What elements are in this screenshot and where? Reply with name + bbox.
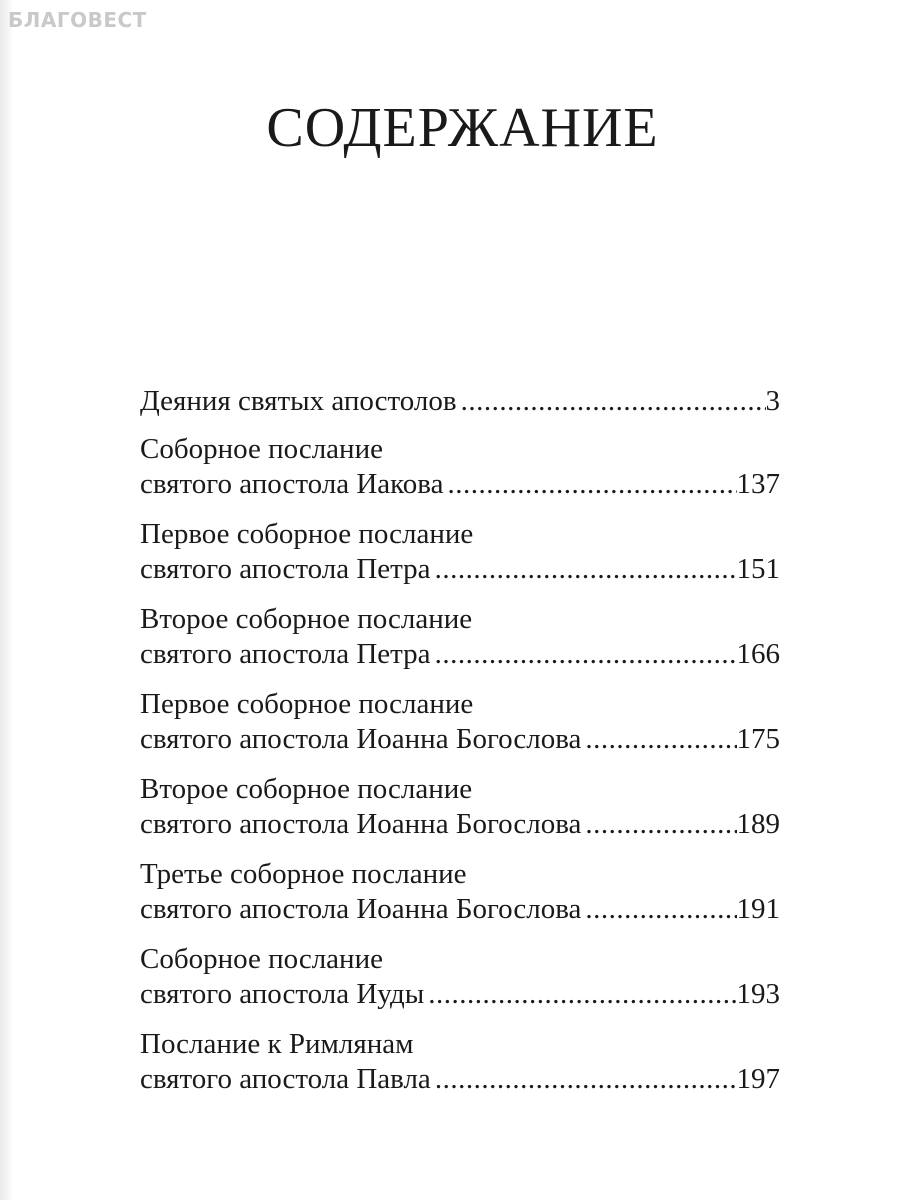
- page-title: СОДЕРЖАНИЕ: [266, 97, 659, 159]
- toc-entry-heading: Второе соборное послание: [140, 773, 473, 805]
- toc-page-number: 175: [736, 723, 780, 755]
- dot-leader: [581, 722, 736, 757]
- toc-entry-subtitle: святого апостола Иоанна Богослова: [140, 723, 582, 755]
- toc-page-number: 137: [736, 468, 780, 500]
- toc-entry-subtitle: святого апостола Иакова: [140, 468, 444, 500]
- page-edge: [0, 0, 14, 1200]
- toc-entry-1-peter: [140, 517, 780, 587]
- toc-page-number: 193: [736, 978, 780, 1010]
- toc-entry-title: Деяния святых апостолов: [140, 385, 457, 417]
- dot-leader: [431, 637, 737, 672]
- toc-page-number: 197: [736, 1063, 780, 1095]
- toc-entry-heading: Первое соборное послание: [140, 688, 474, 720]
- dot-leader: [581, 807, 736, 842]
- toc-entry-james: [140, 432, 780, 502]
- dot-leader: [457, 384, 766, 419]
- dot-leader: [581, 892, 736, 927]
- toc-page-number: 3: [765, 385, 780, 417]
- toc-page-number: 166: [736, 638, 780, 670]
- toc-page-number: 151: [736, 553, 780, 585]
- toc-entry-subtitle: святого апостола Павла: [140, 1063, 431, 1095]
- toc-entry-heading: Соборное послание: [140, 433, 383, 465]
- dot-leader: [431, 552, 737, 587]
- dot-leader: [431, 1062, 737, 1097]
- toc-entry-acts: [140, 384, 780, 419]
- toc-entry-jude: [140, 942, 780, 1012]
- toc-entry-subtitle: святого апостола Иуды: [140, 978, 425, 1010]
- toc-entry-heading: Третье соборное послание: [140, 858, 467, 890]
- toc-entry-1-john: [140, 687, 780, 757]
- toc-entry-3-john: [140, 857, 780, 927]
- toc-entry-heading: Соборное послание: [140, 943, 383, 975]
- toc-entry-subtitle: святого апостола Иоанна Богослова: [140, 893, 582, 925]
- toc-entry-romans: [140, 1027, 780, 1097]
- toc-entry-subtitle: святого апостола Петра: [140, 638, 431, 670]
- toc-entry-2-john: [140, 772, 780, 842]
- toc-entry-heading: Послание к Римлянам: [140, 1028, 414, 1060]
- toc-page-number: 191: [736, 893, 780, 925]
- dot-leader: [424, 977, 736, 1012]
- watermark-logo: БЛАГОВЕСТ: [8, 8, 147, 32]
- table-of-contents: [140, 384, 780, 1112]
- toc-entry-heading: Первое соборное послание: [140, 518, 474, 550]
- toc-entry-subtitle: святого апостола Петра: [140, 553, 431, 585]
- toc-entry-2-peter: [140, 602, 780, 672]
- toc-entry-heading: Второе соборное послание: [140, 603, 473, 635]
- dot-leader: [443, 467, 736, 502]
- toc-page-number: 189: [736, 808, 780, 840]
- toc-entry-subtitle: святого апостола Иоанна Богослова: [140, 808, 582, 840]
